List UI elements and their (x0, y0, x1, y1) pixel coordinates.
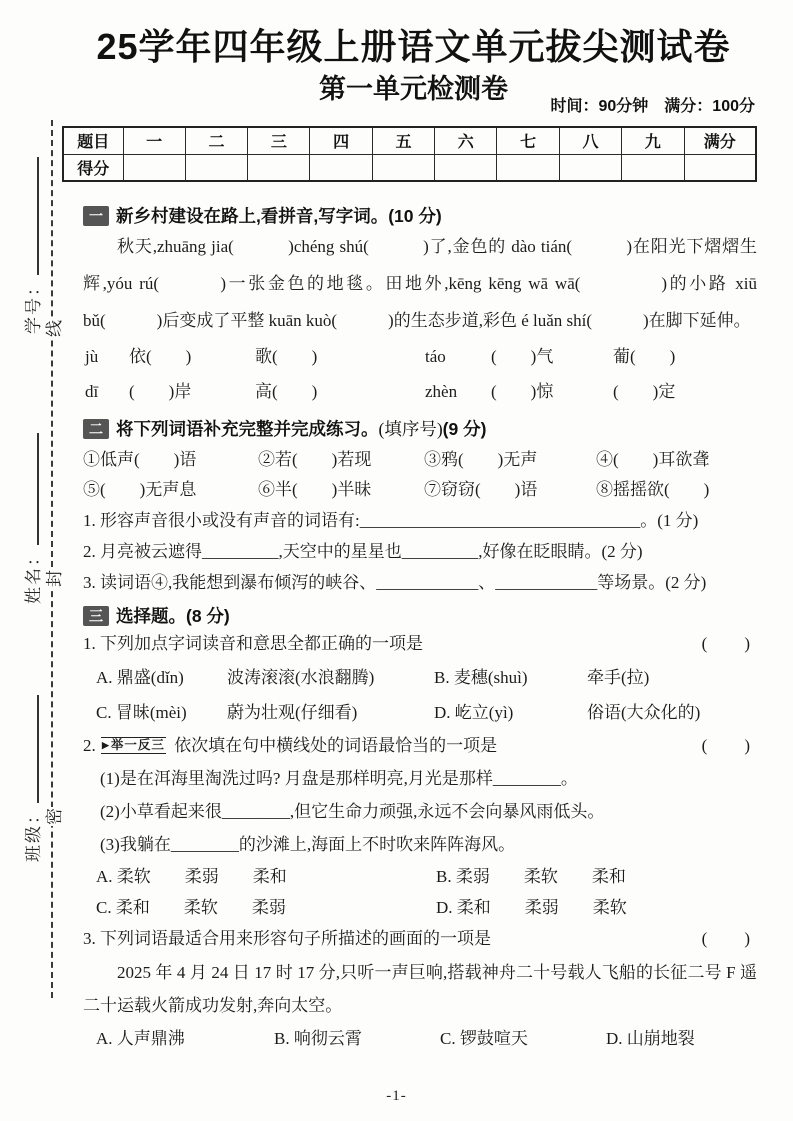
pinyin-cell: dī (85, 382, 99, 401)
pinyin-cell[interactable]: 葡( ) (613, 347, 676, 366)
section2-badge: 二 (83, 419, 109, 439)
score-cell[interactable] (372, 154, 434, 181)
option-d-term: 俗 ●语(大众化的) (587, 695, 757, 730)
section2-title: 将下列词语补充完整并完成练习。 (116, 419, 379, 439)
score-table-score-row (63, 154, 756, 181)
question-2-sub-1: (1)是在洱海里淘洗过吗? 月盘是那样明亮,月光是那样________。 (100, 769, 578, 788)
option-b[interactable]: B. 麦穗 ●(shuì) (434, 660, 587, 695)
pinyin-cell[interactable]: ( )定 (613, 382, 676, 401)
section3-header (70, 604, 757, 628)
idiom-item[interactable]: ④( )耳欲聋 (596, 450, 710, 469)
answer-bracket[interactable]: ( ) (701, 634, 751, 653)
option-b-term: 牵 ●手(拉) (587, 660, 757, 695)
question-text-body: 依次填在句中横线处的词语最恰当的一项是 (174, 736, 498, 755)
section1-pinyin-paragraph: 秋天,zhuāng jia( )chéng shú( )了,金色的 dào tián( )在阳光下熠熠生辉,yóu rú( )一张金色的地毯。田地外,kēng kēng wā wā( )的小路 xiū bǔ( )后变成了平整 kuān kuò( )的生态步道,彩色 é luǎn shí( )在脚下延伸。 (83, 237, 757, 330)
pinyin-cell: táo (425, 347, 446, 366)
score-table-header: 六 (435, 127, 497, 154)
question-2-options-row (70, 861, 757, 923)
score-table-header: 题目 (63, 127, 123, 154)
score-table-header: 一 (123, 127, 185, 154)
score-cell[interactable] (185, 154, 247, 181)
section2-header (70, 417, 757, 441)
question-2-sub-3: (3)我躺在________的沙滩上,海面上不时吹来阵阵海风。 (100, 835, 516, 854)
score-cell[interactable] (684, 154, 756, 181)
option-a[interactable]: A. 鼎 ●盛(dǐn) (96, 660, 227, 695)
score-table (62, 126, 757, 182)
pinyin-cell[interactable]: ( )岸 (129, 382, 192, 401)
option-a[interactable]: A. 人声鼎沸 (96, 1029, 185, 1048)
pinyin-cell: jù (85, 347, 99, 366)
pinyin-cell[interactable]: ( )惊 (491, 382, 554, 401)
section1-badge: 一 (83, 206, 109, 226)
seal-char-xian: 线 (45, 320, 64, 337)
section2-question-1: 1. 形容声音很小或没有声音的词语有:_________________________________。(1 分) (83, 511, 699, 530)
question-3-passage: 2025 年 4 月 24 日 17 时 17 分,只听一声巨响,搭载神舟二十号载人飞船的长征二号 F 遥二十运载火箭成功发射,奔向太空。 (83, 963, 757, 1015)
pinyin-cell[interactable]: ( )气 (491, 347, 554, 366)
triangle-icon: ▶ (102, 740, 110, 750)
option-c[interactable]: C. 锣鼓喧天 (440, 1029, 528, 1048)
score-cell[interactable] (559, 154, 621, 181)
idiom-item[interactable]: ③鸦( )无声 (424, 450, 538, 469)
answer-bracket[interactable]: ( ) (701, 736, 751, 755)
score-cell[interactable] (622, 154, 684, 181)
idiom-items-row (70, 445, 757, 505)
student-id-label: 学号： (24, 277, 43, 334)
option-c[interactable]: C. 冒昧 ●(mèi) (96, 695, 227, 730)
class-label: 班级： (24, 805, 43, 862)
score-table-header-row (63, 127, 756, 154)
option-b[interactable]: B. 柔弱 柔软 柔和 (436, 867, 626, 886)
score-cell[interactable] (310, 154, 372, 181)
score-table-header: 二 (185, 127, 247, 154)
option-c-term: 蔚 ●为壮观(仔细看) (227, 695, 434, 730)
time-score-meta: 时间：90分钟 满分：100分 (550, 98, 755, 115)
section3-question-2-line (70, 730, 757, 762)
question-number: 2. (83, 736, 96, 755)
idiom-item[interactable]: ⑤( )无声息 (83, 480, 197, 499)
pinyin-cell[interactable]: 歌( ) (255, 347, 318, 366)
score-cell[interactable] (248, 154, 310, 181)
section2-question-2: 2. 月亮被云遮得_________,天空中的星星也_________,好像在眨眼睛。(2 分) (83, 542, 643, 561)
score-cell[interactable] (497, 154, 559, 181)
pinyin-cell[interactable]: 高( ) (255, 382, 318, 401)
question-text (83, 730, 497, 762)
seal-char-feng: 封 (45, 570, 64, 587)
section1-header (70, 204, 757, 228)
option-a-term: 波涛 ●滚 ●滚(水浪翻腾) (227, 660, 434, 695)
idiom-item[interactable]: ⑧摇摇欲( ) (596, 480, 710, 499)
analogy-tag (101, 737, 166, 754)
pinyin-word-row (70, 339, 757, 374)
page-number: -1- (386, 1088, 407, 1104)
question-text: 3. 下列词语最适合用来形容句子所描述的画面的一项是 (83, 929, 491, 948)
page-title: 25学年四年级上册语文单元拔尖测试卷 (96, 26, 731, 67)
score-table-header: 七 (497, 127, 559, 154)
score-table-header: 四 (310, 127, 372, 154)
option-c[interactable]: C. 柔和 柔软 柔弱 (96, 898, 286, 917)
question-text: 1. 下列加点字词读音和意思全都正确的一项是 (83, 634, 423, 653)
question-3-options-row (70, 1022, 757, 1055)
section1-title: 新乡村建设在路上,看拼音,写字词。(10 分) (116, 206, 442, 226)
idiom-item[interactable]: ①低声( )语 (83, 450, 197, 469)
idiom-item[interactable]: ②若( )若现 (258, 450, 372, 469)
pinyin-word-row (70, 374, 757, 409)
option-d[interactable]: D. 柔和 柔弱 柔软 (436, 898, 627, 917)
option-a[interactable]: A. 柔软 柔弱 柔和 (96, 867, 287, 886)
seal-char-mi: 密 (45, 808, 64, 825)
question-2-sub-2: (2)小草看起来很________,但它生命力顽强,永远不会向暴风雨低头。 (100, 802, 605, 821)
option-b[interactable]: B. 响彻云霄 (274, 1029, 362, 1048)
analogy-tag-label: 举一反三 (110, 738, 165, 752)
pinyin-cell: zhèn (425, 382, 458, 401)
section2-title-score: (9 分) (442, 419, 487, 439)
section3-question-1-line (70, 628, 757, 660)
idiom-item[interactable]: ⑦窃窃( )语 (424, 480, 538, 499)
score-row-label: 得分 (63, 154, 123, 181)
page-subtitle: 第一单元检测卷 (319, 74, 508, 104)
name-label: 姓名： (24, 547, 43, 604)
option-d[interactable]: D. 山崩地裂 (606, 1029, 695, 1048)
score-table-header: 五 (372, 127, 434, 154)
section3-question-3-line (70, 923, 757, 955)
option-d[interactable]: D. 屹 ●立(yì) (434, 695, 587, 730)
score-table-header: 九 (622, 127, 684, 154)
question-1-options-row (70, 660, 757, 730)
score-table-header: 满分 (684, 127, 756, 154)
score-table-header: 三 (248, 127, 310, 154)
section3-badge: 三 (83, 606, 109, 626)
section2-title-note: (填序号) (378, 419, 443, 439)
pinyin-cell[interactable]: 依( ) (129, 347, 192, 366)
score-cell[interactable] (435, 154, 497, 181)
section2-question-3: 3. 读词语④,我能想到瀑布倾泻的峡谷、____________、____________等场景。(2 分) (83, 573, 707, 592)
idiom-item[interactable]: ⑥半( )半昧 (258, 480, 372, 499)
answer-bracket[interactable]: ( ) (701, 929, 751, 948)
section3-title: 选择题。(8 分) (116, 606, 230, 626)
score-cell[interactable] (123, 154, 185, 181)
score-table-header: 八 (559, 127, 621, 154)
